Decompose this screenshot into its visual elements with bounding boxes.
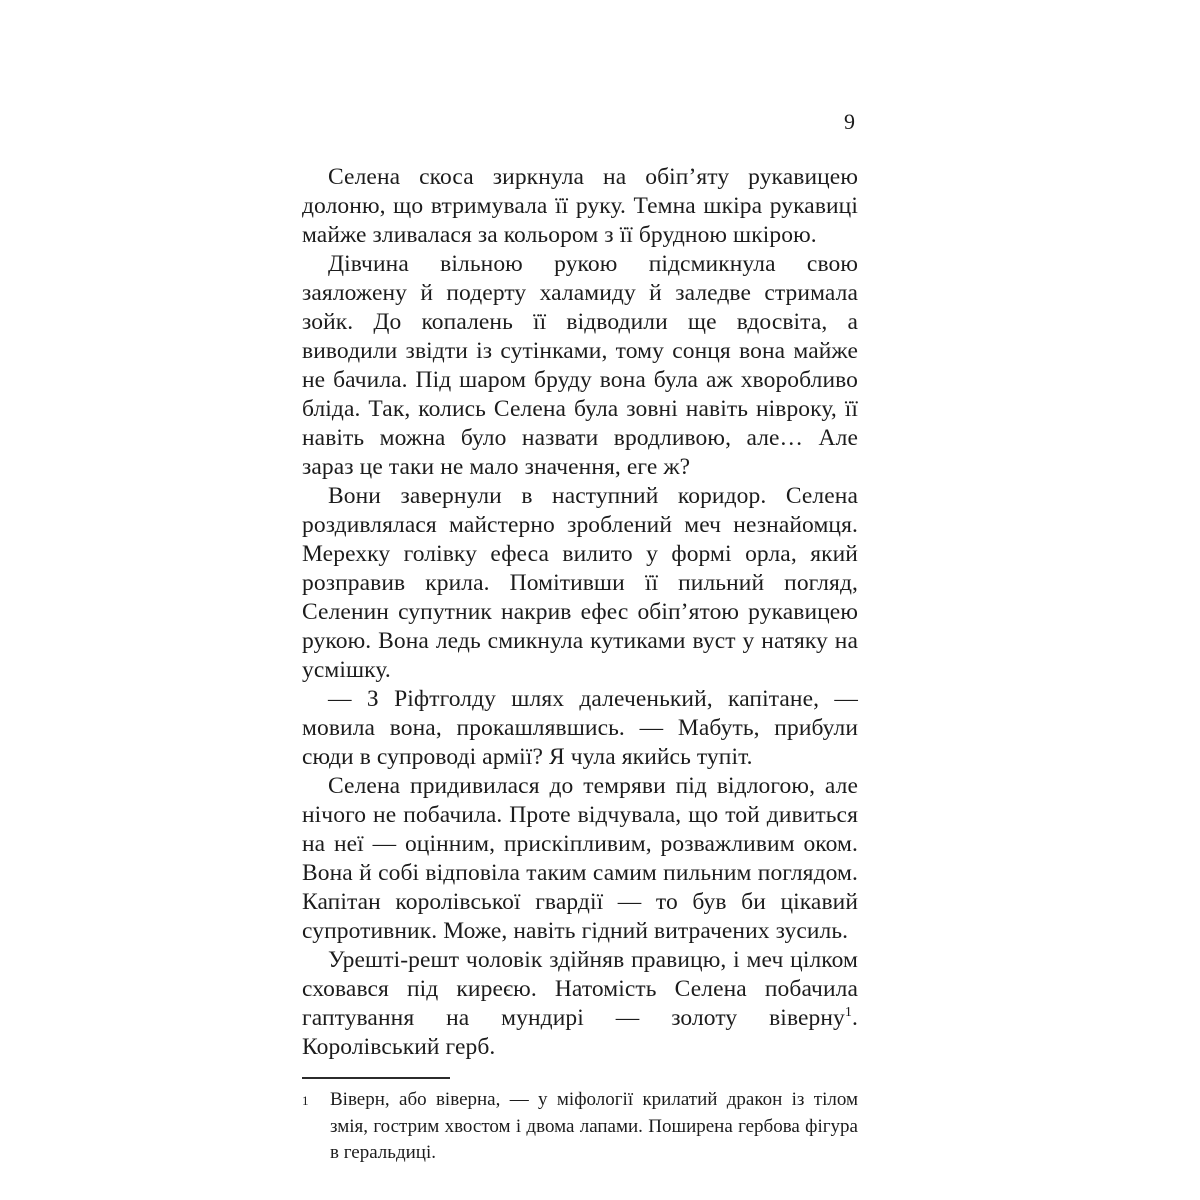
- text-block: [302, 163, 858, 1167]
- paragraph-4-dialogue: — З Ріфтголду шлях далеченький, капітане, — мовила вона, прокашлявшись. — Мабуть, прибули сюди в супроводі армії? Я чула якийсь тупіт.: [302, 686, 858, 770]
- paragraph-6: [302, 946, 858, 1062]
- paragraph-5: Селена придивилася до темряви під відлогою, але нічого не побачила. Проте відчувала, що той дивиться на неї — оцінним, прискіпливим, розважливим оком. Вона й собі відповіла таким самим пильним поглядом. Капітан королівської гвардії — то був би цікавий супротивник. Може, навіть гідний витрачених зусиль.: [302, 773, 858, 944]
- paragraph-6-text: Урешті-решт чоловік здійняв правицю, і меч цілком сховався під киреєю. Натомість Селена побачила гаптування на мундирі — золоту віверну: [302, 947, 858, 1031]
- footnote: [302, 1087, 858, 1167]
- footnote-text: Віверн, або віверна, — у міфології крилатий дракон із тілом змія, гострим хвостом і двома лапами. Поширена гербова фігура в геральдиці.: [330, 1089, 858, 1163]
- paragraph-3: Вони завернули в наступний коридор. Селена роздивлялася майстерно зроблений меч незнайомця. Мерехку голівку ефеса вилито у формі орла, який розправив крила. Помітивши її пильний погляд, Селенин супутник накрив ефес обіп’ятою рукавицею рукою. Вона ледь смикнула кутиками вуст у натяку на усмішку.: [302, 483, 858, 683]
- page-number: 9: [844, 109, 855, 134]
- paragraph-1: Селена скоса зиркнула на обіп’яту рукавицею долоню, що втримувала її руку. Темна шкіра рукавиці майже зливалася за кольором з її брудною шкірою.: [302, 164, 858, 248]
- paragraph-6-tail: . Королівський герб.: [302, 1005, 858, 1060]
- footnote-reference: 1: [844, 1005, 853, 1021]
- paragraph-2: Дівчина вільною рукою підсмикнула свою заяложену й подерту халамиду й заледве стримала зойк. До копалень її відводили ще вдосвіта, а виводили звідти із сутінками, тому сонця вона майже не бачила. Під шаром бруду вона була аж хворобливо бліда. Так, колись Селена була зовні навіть нівроку, її навіть можна було назвати вродливою, але… Але зараз це таки не мало значення, еге ж?: [302, 251, 858, 480]
- footnote-marker: 1: [302, 1093, 309, 1108]
- footnote-divider: [302, 1077, 450, 1079]
